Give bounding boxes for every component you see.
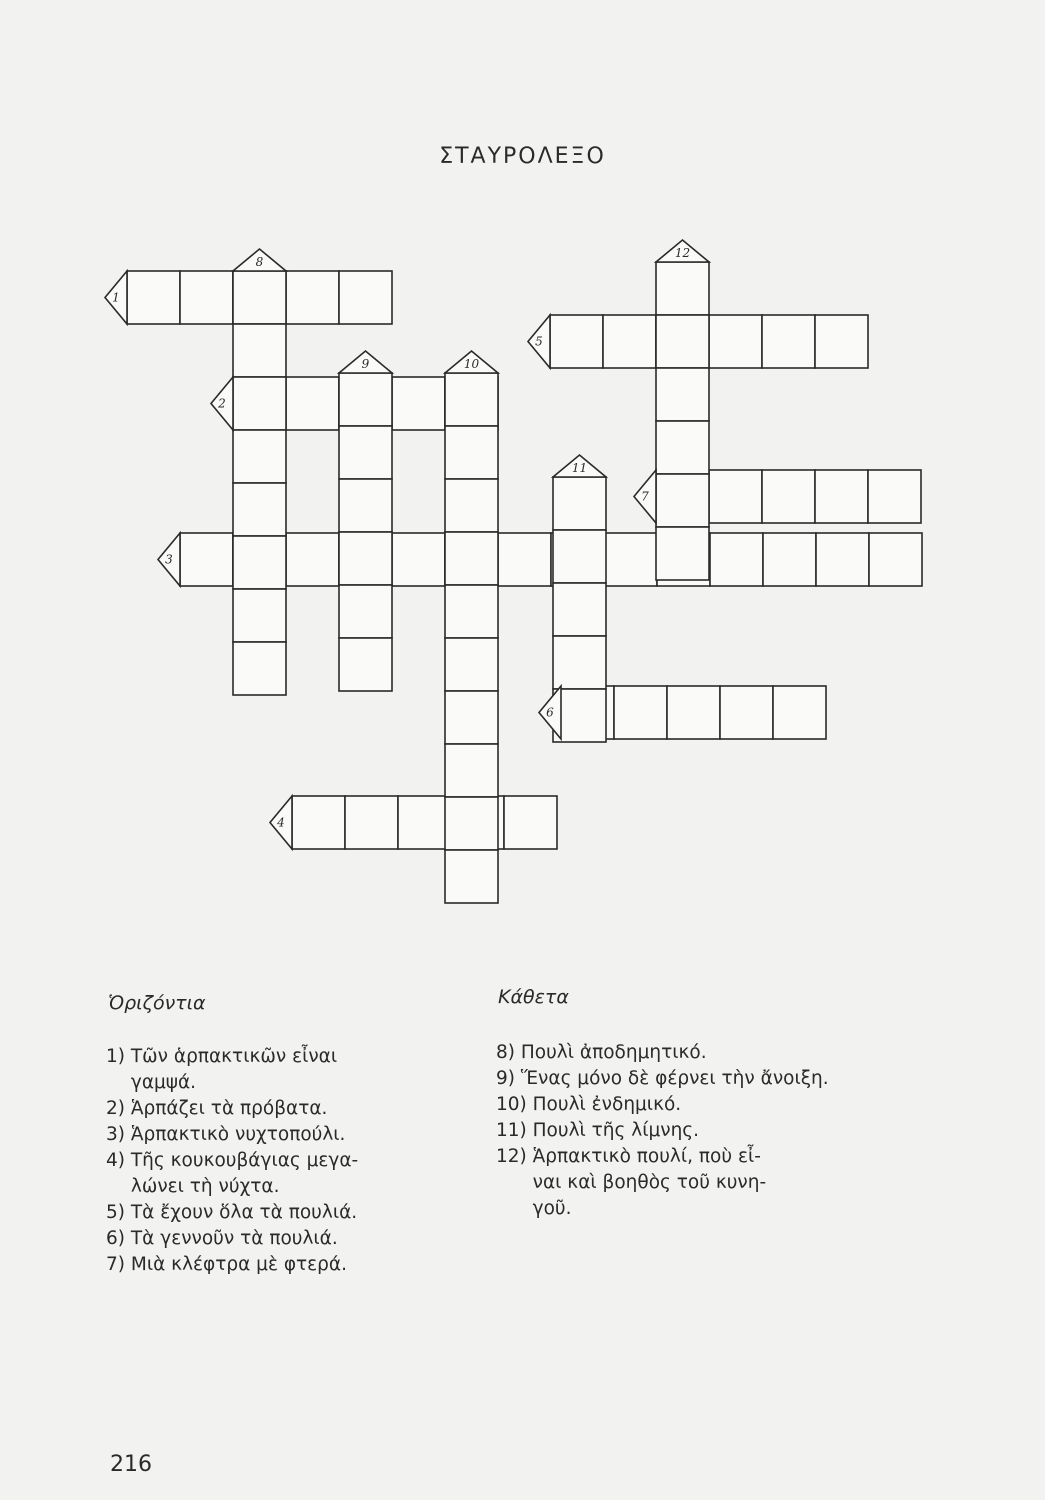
grid-cell[interactable] (762, 315, 815, 368)
across-clue (106, 1226, 446, 1252)
grid-cell[interactable] (553, 530, 606, 583)
clue-text: Τὰ ἔχουν ὅλα τὰ πουλιά. (130, 1202, 358, 1223)
down-clue (496, 1144, 966, 1222)
clue-6-number: 6 (546, 705, 554, 720)
clue-text: Μιὰ κλέφτρα μὲ φτερά. (130, 1254, 347, 1275)
grid-cell[interactable] (762, 470, 815, 523)
grid-cell[interactable] (286, 533, 339, 586)
grid-cell[interactable] (398, 796, 451, 849)
grid-cell[interactable] (233, 377, 286, 430)
grid-cell[interactable] (445, 638, 498, 691)
grid-cell[interactable] (553, 477, 606, 530)
grid-cell[interactable] (339, 271, 392, 324)
grid-cell[interactable] (339, 638, 392, 691)
grid-cell[interactable] (614, 686, 667, 739)
grid-cell[interactable] (292, 796, 345, 849)
grid-cell[interactable] (815, 470, 868, 523)
grid-cells (127, 262, 922, 903)
grid-cell[interactable] (392, 377, 445, 430)
grid-cell[interactable] (869, 533, 922, 586)
grid-cell[interactable] (656, 368, 709, 421)
grid-cell[interactable] (339, 426, 392, 479)
grid-cell[interactable] (816, 533, 869, 586)
grid-cell[interactable] (445, 850, 498, 903)
across-clue (106, 1096, 446, 1122)
clue-2-number: 2 (218, 396, 226, 411)
grid-cell[interactable] (345, 796, 398, 849)
grid-cell[interactable] (339, 532, 392, 585)
across-clue (106, 1252, 446, 1278)
clue-4-number: 4 (277, 815, 285, 830)
clue-3-number: 3 (165, 552, 173, 567)
clue-number: 4) (106, 1150, 131, 1171)
clue-number: 10) (496, 1094, 533, 1115)
grid-cell[interactable] (710, 533, 763, 586)
grid-cell[interactable] (553, 636, 606, 689)
grid-cell[interactable] (233, 324, 286, 377)
grid-cell[interactable] (180, 271, 233, 324)
across-clue-list (106, 1044, 446, 1278)
grid-cell[interactable] (445, 797, 498, 850)
clue-1-number: 1 (112, 290, 120, 305)
clue-text: Ἕνας μόνο δὲ φέρνει τὴν ἄνοιξη. (520, 1068, 829, 1089)
grid-cell[interactable] (233, 536, 286, 589)
page-number: 216 (110, 1452, 152, 1477)
clue-number: 1) (106, 1046, 131, 1067)
clue-number: 6) (106, 1228, 131, 1249)
grid-cell[interactable] (773, 686, 826, 739)
down-clue (496, 1066, 966, 1092)
clue-number: 8) (496, 1042, 521, 1063)
grid-cell[interactable] (763, 533, 816, 586)
grid-cell[interactable] (233, 589, 286, 642)
across-clue (106, 1148, 446, 1200)
clue-7-number: 7 (641, 489, 649, 504)
clue-number: 9) (496, 1068, 521, 1089)
grid-cell[interactable] (656, 315, 709, 368)
clue-text: Τὰ γεννοῦν τὰ πουλιά. (130, 1228, 338, 1249)
clue-text: Ἁρπάζει τὰ πρόβατα. (130, 1098, 328, 1119)
grid-cell[interactable] (445, 585, 498, 638)
clue-number: 11) (496, 1120, 533, 1141)
clue-text: Πουλὶ ἀποδημητικό. (520, 1042, 707, 1063)
across-heading: Ὁριζόντια (108, 992, 206, 1014)
grid-cell[interactable] (504, 796, 557, 849)
grid-cell[interactable] (339, 585, 392, 638)
clue-9-number: 9 (361, 357, 370, 371)
grid-cell[interactable] (815, 315, 868, 368)
grid-cell[interactable] (656, 474, 709, 527)
grid-cell[interactable] (233, 483, 286, 536)
clue-text: Τῶν ἁρπακτικῶν εἶναι γαμψά. (130, 1046, 338, 1093)
clue-number: 12) (496, 1146, 533, 1167)
across-clue (106, 1200, 446, 1226)
clue-5-number: 5 (535, 334, 543, 349)
grid-cell[interactable] (339, 373, 392, 426)
grid-cell[interactable] (720, 686, 773, 739)
grid-cell[interactable] (553, 583, 606, 636)
grid-cell[interactable] (498, 533, 551, 586)
grid-cell[interactable] (445, 426, 498, 479)
clue-10-number: 10 (463, 357, 480, 371)
across-clue (106, 1044, 446, 1096)
clue-text: Πουλὶ τῆς λίμνης. (532, 1120, 700, 1141)
clue-12-number: 12 (674, 246, 691, 260)
down-clue (496, 1092, 966, 1118)
down-clue (496, 1040, 966, 1066)
down-heading: Κάθετα (498, 986, 569, 1008)
clue-number: 2) (106, 1098, 131, 1119)
grid-cell[interactable] (445, 744, 498, 797)
clue-text: Πουλὶ ἐνδημικό. (532, 1094, 682, 1115)
grid-cell[interactable] (868, 470, 921, 523)
grid-cell[interactable] (445, 479, 498, 532)
down-clue-list (496, 1040, 966, 1222)
clue-11-number: 11 (571, 461, 588, 475)
clue-number: 3) (106, 1124, 131, 1145)
down-clue (496, 1118, 966, 1144)
grid-cell[interactable] (603, 315, 656, 368)
grid-cell[interactable] (709, 315, 762, 368)
grid-cell[interactable] (709, 470, 762, 523)
grid-cell[interactable] (656, 262, 709, 315)
grid-cell[interactable] (286, 377, 339, 430)
clue-number: 7) (106, 1254, 131, 1275)
clue-number: 5) (106, 1202, 131, 1223)
grid-cell[interactable] (233, 271, 286, 324)
clue-text: Ἁρπακτικὸ πουλί, ποὺ εἶ- ναι καὶ βοηθὸς τοῦ κυνη- γοῦ. (532, 1146, 767, 1219)
page-title: ΣΤΑΥΡΟΛΕΞΟ (439, 144, 606, 169)
grid-cell[interactable] (180, 533, 233, 586)
grid-cell[interactable] (667, 686, 720, 739)
clue-text: Ἁρπακτικὸ νυχτοπούλι. (130, 1124, 346, 1145)
grid-cell[interactable] (656, 421, 709, 474)
grid-cell[interactable] (233, 430, 286, 483)
grid-cell[interactable] (656, 527, 709, 580)
grid-cell[interactable] (127, 271, 180, 324)
grid-cell[interactable] (445, 373, 498, 426)
clue-text: Τῆς κουκουβάγιας μεγα- λώνει τὴ νύχτα. (130, 1150, 359, 1197)
grid-cell[interactable] (339, 479, 392, 532)
grid-cell[interactable] (445, 532, 498, 585)
clue-8-number: 8 (255, 255, 264, 269)
across-clue (106, 1122, 446, 1148)
grid-cell[interactable] (233, 642, 286, 695)
grid-cell[interactable] (286, 271, 339, 324)
grid-cell[interactable] (604, 533, 657, 586)
grid-cell[interactable] (445, 691, 498, 744)
grid-cell[interactable] (392, 533, 445, 586)
grid-cell[interactable] (550, 315, 603, 368)
